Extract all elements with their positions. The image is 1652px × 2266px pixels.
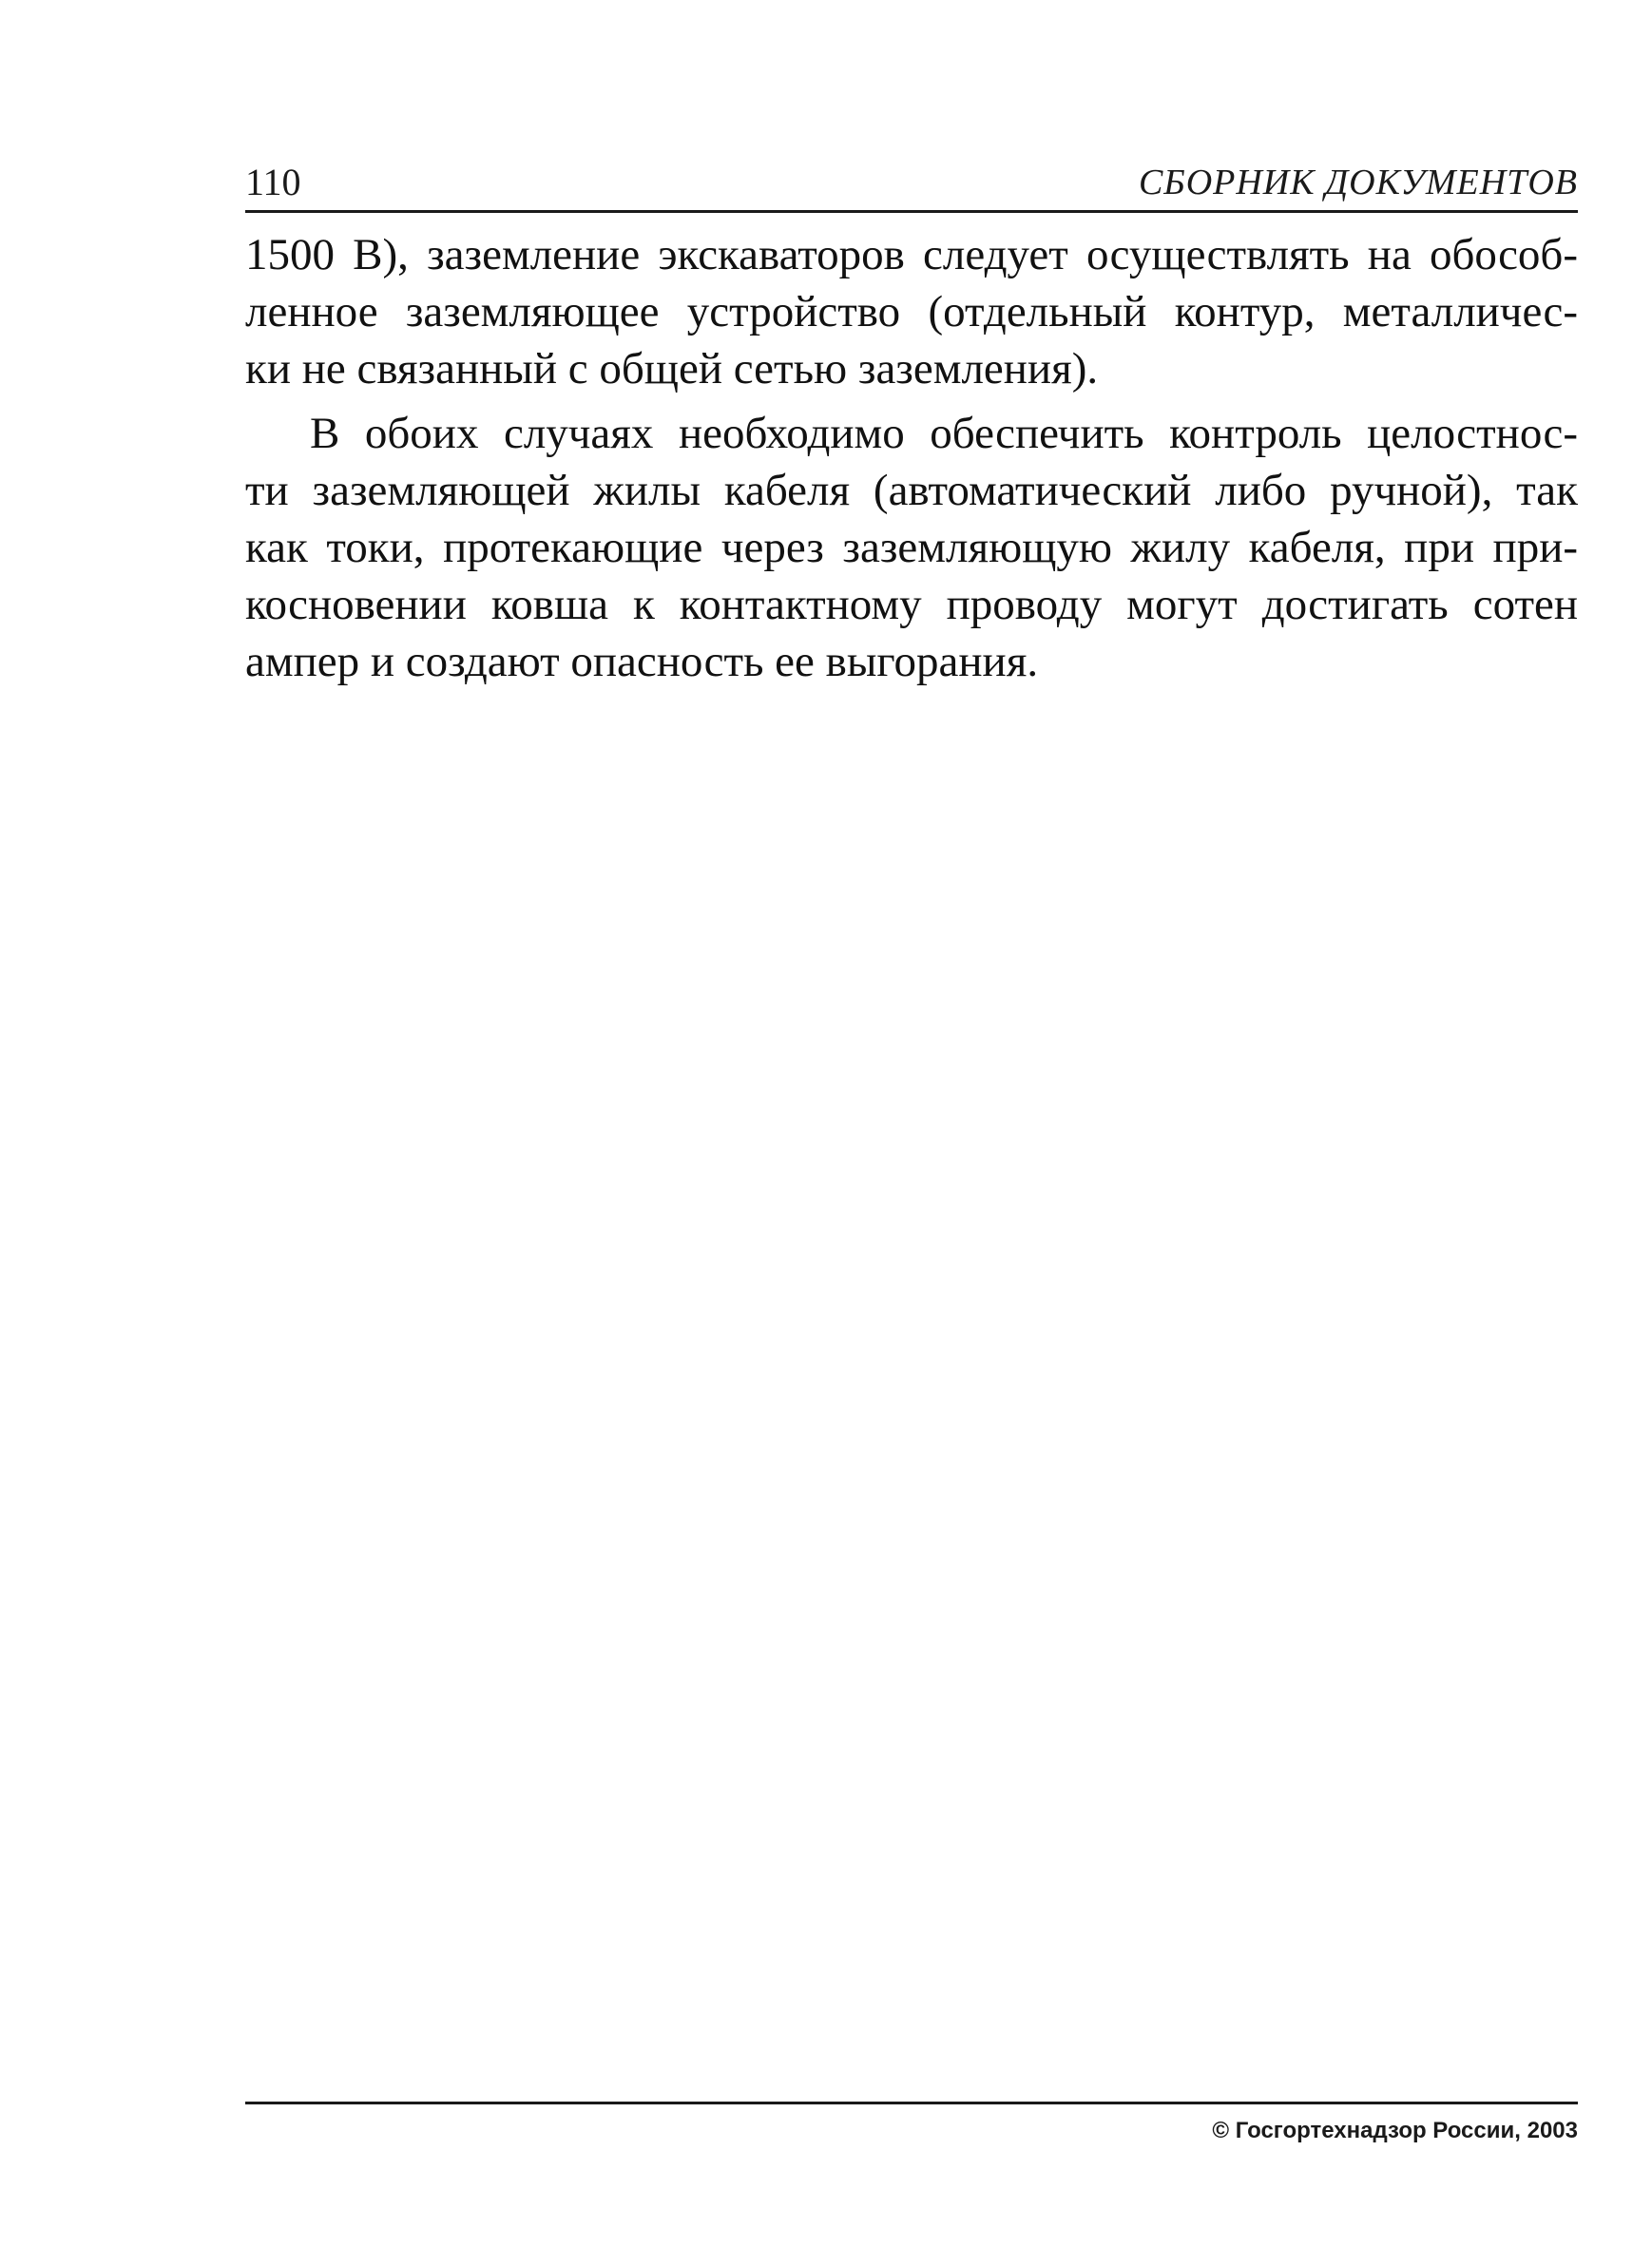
footer-rule xyxy=(245,2102,1578,2104)
text-line: ампер и создают опасность ее выгорания. xyxy=(245,637,1039,686)
header-rule xyxy=(245,210,1578,213)
paragraph-2 xyxy=(245,405,1578,690)
text-line: В обоих случаях необходимо обеспечить контроль целостнос- xyxy=(310,409,1578,458)
running-title: СБОРНИК ДОКУМЕНТОВ xyxy=(1138,163,1578,202)
text-line: ти заземляющей жилы кабеля (автоматический либо ручной), так xyxy=(245,466,1578,515)
text-line: косновении ковша к контактному проводу могут достигать сотен xyxy=(245,580,1578,629)
text-line: как токи, протекающие через заземляющую жилу кабеля, при при- xyxy=(245,523,1578,572)
text-line: 1500 В), заземление экскаваторов следует осуществлять на обособ- xyxy=(245,230,1578,279)
page-number: 110 xyxy=(245,161,301,203)
text-line: ленное заземляющее устройство (отдельный контур, металличес- xyxy=(245,287,1578,336)
footer-copyright: © Госгортехнадзор России, 2003 xyxy=(1212,2118,1578,2143)
body-text xyxy=(245,226,1578,690)
text-line: ки не связанный с общей сетью заземления). xyxy=(245,344,1099,394)
paragraph-1 xyxy=(245,226,1578,397)
